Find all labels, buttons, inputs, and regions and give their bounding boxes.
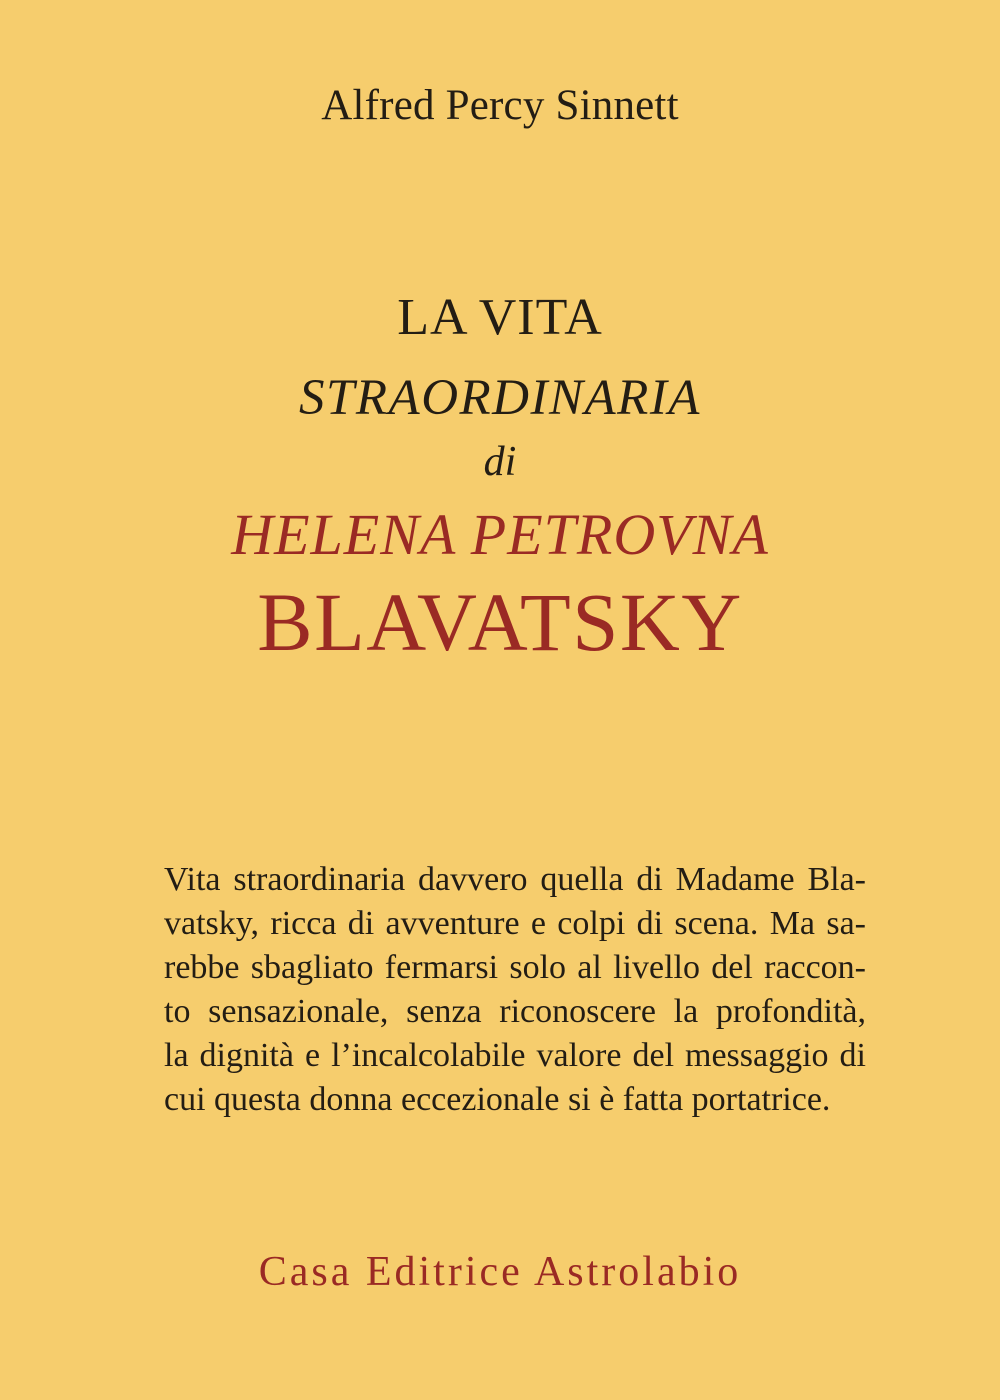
cover-blurb <box>164 858 866 1122</box>
publisher-name: Casa Editrice Astrolabio <box>258 1249 742 1295</box>
blurb-line: cui questa donna eccezionale si è fatta portatrice. <box>164 1081 831 1118</box>
title-line-blavatsky: BLAVATSKY <box>257 576 743 668</box>
title-line-di: di <box>483 439 517 485</box>
blurb-line: Vita straordinaria davvero quella di Madame Bla- <box>164 861 866 898</box>
title-line-la-vita: LA VITA <box>397 289 603 346</box>
blurb-line: la dignità e l’incalcolabile valore del messaggio di <box>164 1037 866 1074</box>
blurb-line: to sensazionale, senza riconoscere la profondità, <box>164 993 866 1030</box>
title-line-straordinaria: STRAORDINARIA <box>299 370 701 426</box>
book-title <box>0 286 1000 668</box>
title-line-helena-petrovna: HELENA PETROVNA <box>231 502 769 567</box>
author-name: Alfred Percy Sinnett <box>321 82 679 129</box>
blurb-line: vatsky, ricca di avventure e colpi di scena. Ma sa- <box>164 905 866 942</box>
blurb-line: rebbe sbagliato fermarsi solo al livello del raccon- <box>164 949 866 986</box>
